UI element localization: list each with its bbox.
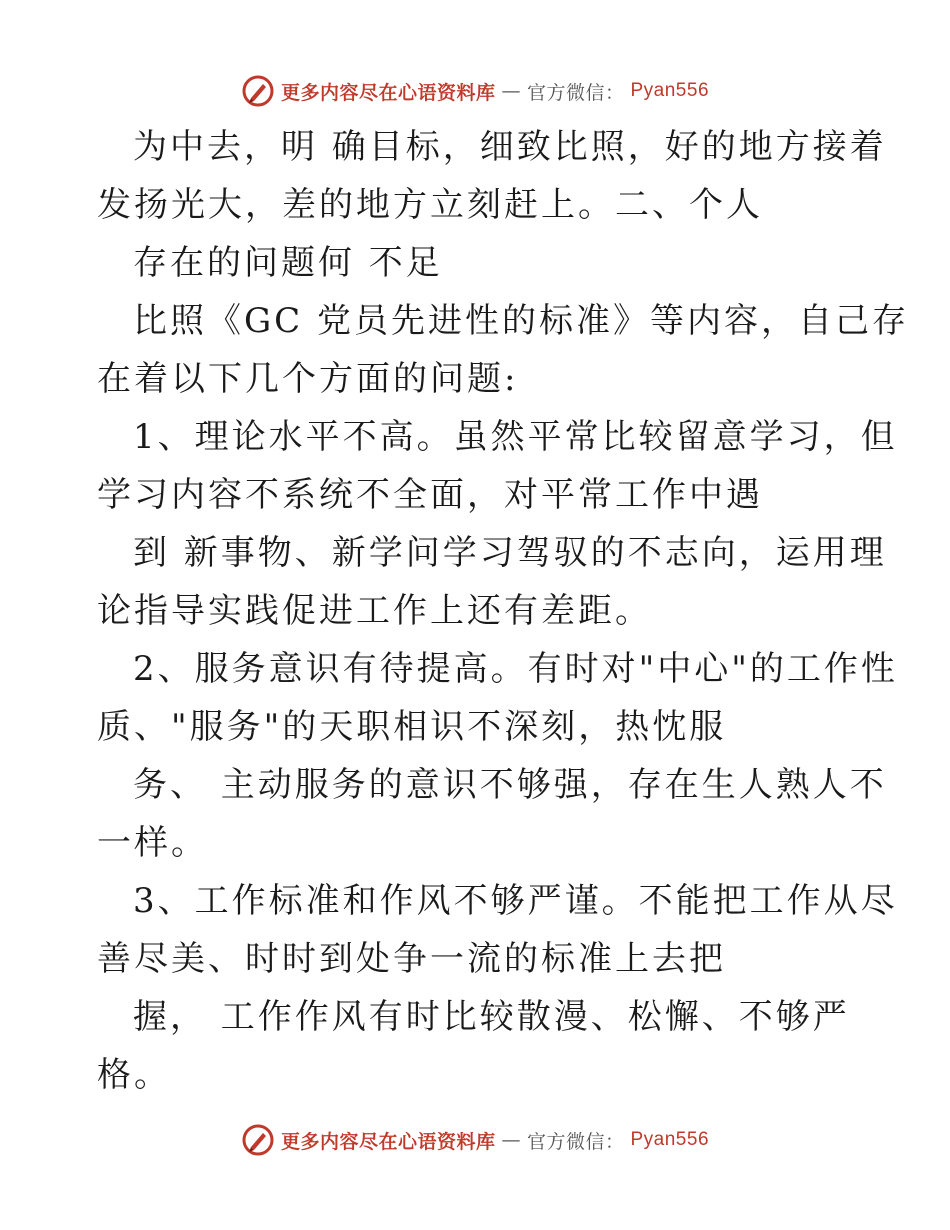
watermark-wechat-label: 官方微信：	[526, 1130, 625, 1153]
watermark-site-text: 更多内容尽在心语资料库	[280, 1130, 496, 1153]
text-line: 论指导实践促进工作上还有差距。	[97, 591, 652, 631]
text-line: 格。	[97, 1055, 171, 1095]
text-line: 1、理论水平不高。虽然平常比较留意学习，但	[133, 417, 898, 457]
text-line: 一样。	[97, 823, 208, 863]
watermark-dash: —	[501, 1129, 521, 1151]
watermark-wechat-id: Pyan556	[630, 1129, 710, 1150]
text-line: 为中去，明 确目标，细致比照，好的地方接着	[133, 127, 887, 167]
text-line: 比照《GC 党员先进性的标准》等内容，自己存	[133, 301, 909, 341]
watermark-wechat-label: 官方微信：	[526, 81, 625, 104]
text-line: 学习内容不系统不全面，对平常工作中遇	[97, 475, 763, 515]
pen-logo-icon	[241, 1123, 275, 1157]
text-line: 3、工作标准和作风不够严谨。不能把工作从尽	[133, 881, 898, 921]
watermark-dash: —	[501, 80, 521, 102]
footer-watermark	[0, 1120, 950, 1160]
pen-logo-icon	[241, 74, 275, 108]
text-line: 在着以下几个方面的问题:	[97, 359, 519, 399]
header-watermark	[0, 71, 950, 111]
text-line: 握， 工作作风有时比较散漫、松懈、不够严	[133, 997, 850, 1037]
text-line: 发扬光大，差的地方立刻赶上。二、个人	[97, 185, 763, 225]
text-line: 存在的问题何 不足	[133, 243, 443, 283]
text-line: 2、服务意识有待提高。有时对"中心"的工作性	[133, 649, 898, 689]
watermark-site-text: 更多内容尽在心语资料库	[280, 81, 496, 104]
text-line: 善尽美、时时到处争一流的标准上去把	[97, 939, 726, 979]
text-line: 务、 主动服务的意识不够强，存在生人熟人不	[133, 765, 887, 805]
text-line: 到 新事物、新学问学习驾驭的不志向，运用理	[133, 533, 887, 573]
watermark-wechat-id: Pyan556	[630, 80, 710, 101]
text-line: 质、"服务"的天职相识不深刻，热忱服	[97, 707, 727, 747]
